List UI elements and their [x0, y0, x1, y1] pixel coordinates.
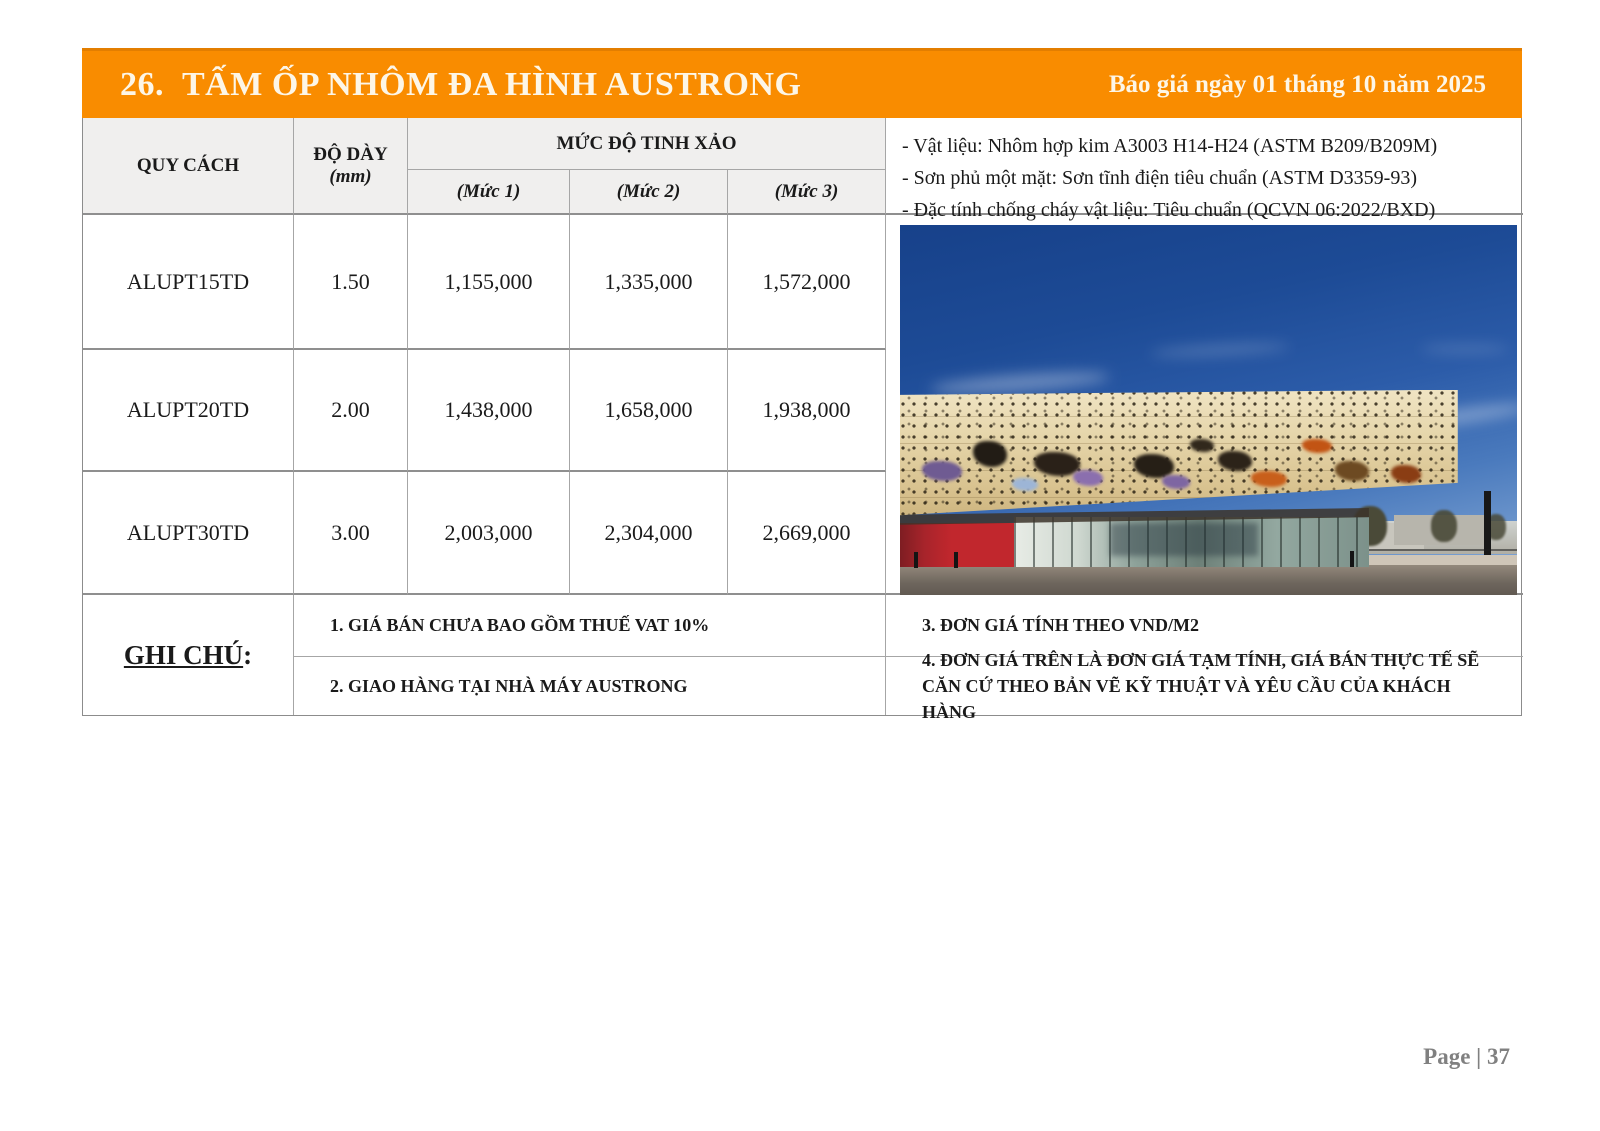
cloud [1420, 345, 1510, 353]
col-header-level-2: (Mức 2) [570, 170, 728, 215]
photo-cell [886, 215, 1523, 595]
note-item-2: 2. GIAO HÀNG TẠI NHÀ MÁY AUSTRONG [294, 657, 886, 715]
table-row-price-level1: 1,155,000 [408, 215, 570, 350]
col-header-spec: QUY CÁCH [83, 118, 294, 215]
bollard [954, 552, 958, 568]
col-header-thickness-unit: (mm) [329, 165, 372, 187]
quote-date: Báo giá ngày 01 tháng 10 năm 2025 [1108, 70, 1486, 98]
col-header-thickness [294, 118, 408, 215]
col-header-thickness-line1: ĐỘ DÀY [313, 143, 388, 165]
table-row-price-level2: 1,335,000 [570, 215, 728, 350]
table-row-price-level3: 1,572,000 [728, 215, 886, 350]
facade-patch [1218, 451, 1252, 471]
building-photo [900, 225, 1517, 595]
facade-patch [1162, 475, 1190, 489]
facade-patch [973, 441, 1007, 467]
price-table [82, 118, 1522, 723]
note-item-4: 4. ĐƠN GIÁ TRÊN LÀ ĐƠN GIÁ TẠM TÍNH, GIÁ BÁN THỰC TẾ SẼ CĂN CỨ THEO BẢN VẼ KỸ THUẬT VÀ YÊU CẦU CỦA KHÁCH HÀNG [922, 649, 1480, 723]
facade-patch [1190, 439, 1214, 452]
notes-label-text: GHI CHÚ [123, 639, 244, 670]
facade-patch [1391, 465, 1421, 483]
note-item-1: 1. GIÁ BÁN CHƯA BAO GỒM THUẾ VAT 10% [294, 595, 886, 657]
tree [1431, 510, 1457, 542]
page-number: Page | 37 [1423, 1044, 1510, 1069]
section-number: 26. [120, 65, 164, 103]
bollard [1350, 551, 1354, 567]
table-row-model: ALUPT15TD [83, 215, 294, 350]
table-row-price-level1: 1,438,000 [408, 350, 570, 472]
table-row-price-level3: 1,938,000 [728, 350, 886, 472]
table-row-thickness: 1.50 [294, 215, 408, 350]
page-title [82, 66, 801, 104]
facade-patch [1251, 471, 1287, 487]
col-header-level-3: (Mức 3) [728, 170, 886, 215]
facade-patch [1073, 470, 1103, 486]
facade-patch [1012, 478, 1038, 491]
table-row-thickness: 2.00 [294, 350, 408, 472]
note-item-3: 3. ĐƠN GIÁ TÍNH THEO VND/M2 [886, 595, 1523, 657]
table-row-model: ALUPT20TD [83, 350, 294, 472]
fence [1350, 549, 1517, 551]
table-row-price-level1: 2,003,000 [408, 472, 570, 595]
title-bar [82, 48, 1522, 118]
table-row-price-level2: 2,304,000 [570, 472, 728, 595]
pavement [900, 565, 1517, 595]
glass-reflection [1110, 523, 1258, 556]
spec-line-material: - Vật liệu: Nhôm hợp kim A3003 H14-H24 (ASTM B209/B209M) [902, 135, 1438, 157]
col-header-level-1: (Mức 1) [408, 170, 570, 215]
table-row-price-level3: 2,669,000 [728, 472, 886, 595]
table-row-thickness: 3.00 [294, 472, 408, 595]
facade-patch [1335, 461, 1369, 481]
facade-patch [1302, 439, 1332, 453]
material-specs [886, 118, 1523, 221]
table-row-model: ALUPT30TD [83, 472, 294, 595]
spec-line-fire: - Đặc tính chống cháy vật liệu: Tiêu chuẩn (QCVN 06:2022/BXD) [902, 199, 1436, 221]
section-title: TẤM ỐP NHÔM ĐA HÌNH AUSTRONG [182, 65, 802, 103]
facade-patch [1034, 452, 1080, 476]
spec-line-coating: - Sơn phủ một mặt: Sơn tĩnh điện tiêu chuẩn (ASTM D3359-93) [902, 167, 1417, 189]
quote-document [82, 48, 1522, 723]
table-row-price-level2: 1,658,000 [570, 350, 728, 472]
notes-label [83, 595, 294, 715]
notes-label-colon: : [243, 639, 253, 670]
col-header-finish-group: MỨC ĐỘ TINH XẢO [408, 118, 886, 170]
bollard [914, 552, 918, 568]
facade-patch [922, 461, 962, 481]
